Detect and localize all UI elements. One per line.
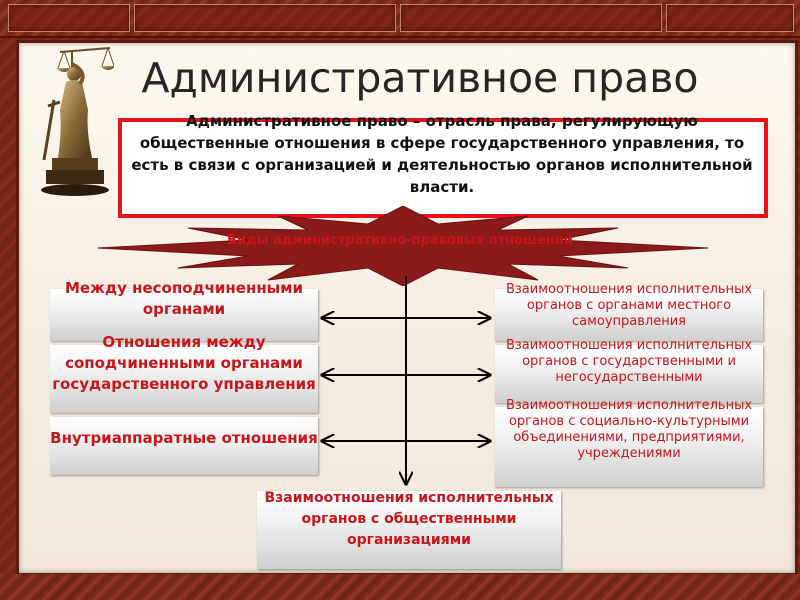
left-box-1-label: Между несоподчиненными органами: [64, 279, 304, 318]
star-label: Виды административно-правовых отношений: [227, 233, 573, 248]
bottom-box-label: Взаимоотношения исполнительных органов с общественными организациями: [264, 490, 554, 548]
band-cell: [8, 4, 130, 32]
left-box-3-label: Внутриаппаратные отношения: [50, 429, 318, 447]
band-cell: [400, 4, 662, 32]
bottom-decorative-band: [0, 574, 800, 600]
band-cell: [134, 4, 396, 32]
top-decorative-band: [0, 0, 800, 38]
right-box-3-label: Взаимоотношения исполнительных органов с социально-культурными объединениями, предприятиями, учреждениями: [505, 398, 753, 461]
right-box-1-label: Взаимоотношения исполнительных органов с органами местного самоуправления: [505, 282, 753, 329]
band-cell: [666, 4, 794, 32]
definition-text: Административное право – отрасль права, регулирующую общественные отношения в сфере государственного управления, то есть в связи с организацией и деятельностью органов исполнительной власти.: [131, 112, 753, 196]
right-box-2-label: Взаимоотношения исполнительных органов с государственными и негосударственными: [505, 338, 753, 385]
left-box-2-label: Отношения между соподчиненными органами государственного управления: [52, 333, 316, 393]
page-title: Административное право: [141, 54, 699, 102]
